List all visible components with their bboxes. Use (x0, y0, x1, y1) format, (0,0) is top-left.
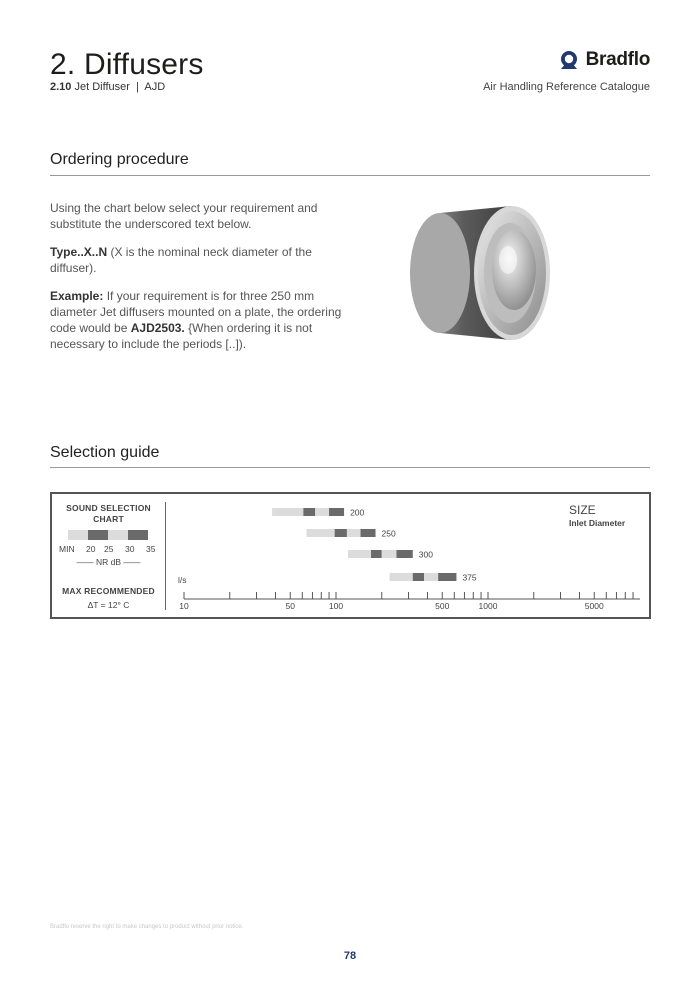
type-text: (X is the nominal neck diameter of the diffuser). (50, 245, 312, 275)
ordering-type (50, 244, 350, 276)
bar-200-seg-1 (272, 508, 303, 516)
swatch-35 (128, 530, 148, 540)
example-code: AJD2503. (130, 321, 185, 335)
bar-375-seg-3 (424, 573, 438, 581)
section-name: Jet Diffuser (74, 81, 130, 93)
x-tick-label-5000: 5000 (584, 601, 604, 611)
bradflo-logo-icon (558, 49, 580, 71)
page-number: 78 (343, 950, 357, 962)
selection-chart-plot (166, 494, 649, 617)
legend-title-line1: SOUND SELECTION (66, 503, 151, 513)
footer-disclaimer: Bradflo reserve the right to make changes to product without prior notice. (50, 924, 244, 930)
selection-heading: Selection guide (50, 444, 160, 461)
brand-logo (558, 49, 650, 71)
jet-diffuser-image (400, 198, 565, 348)
bar-200-seg-3 (315, 508, 329, 516)
selection-rule (50, 467, 650, 468)
product-code: AJD (144, 81, 166, 93)
example-text-2: {When ordering it is not necessary to include the periods [..]). (50, 321, 313, 351)
bar-label-250: 250 (381, 528, 396, 539)
brand-name: Bradflo (585, 49, 650, 70)
legend-25: 25 (104, 544, 114, 554)
bar-250-seg-3 (347, 529, 361, 537)
bar-300-seg-3 (382, 550, 397, 558)
legend-title-line2: CHART (93, 514, 124, 524)
bar-300-seg-2 (371, 550, 382, 558)
swatch-30 (108, 530, 128, 540)
size-subtitle: Inlet Diameter (569, 518, 626, 528)
page-title: 2. Diffusers (50, 48, 204, 81)
bar-250-seg-2 (335, 529, 347, 537)
x-tick-label-500: 500 (435, 601, 450, 611)
bar-label-200: 200 (350, 507, 365, 518)
x-tick-label-100: 100 (328, 601, 344, 611)
legend-30: 30 (125, 544, 135, 554)
bar-200-seg-4 (329, 508, 344, 516)
legend-max: MAX RECOMMENDED (62, 586, 155, 596)
bar-200-seg-2 (303, 508, 315, 516)
legend-unit: —— NR dB —— (76, 557, 141, 567)
example-text-1: If your requirement is for three 250 mm diameter Jet diffusers mounted on a plate, the ordering code would be (50, 289, 342, 335)
x-axis-unit: l/s (178, 575, 187, 585)
legend-swatches (68, 530, 148, 540)
sound-legend (52, 494, 165, 617)
catalogue-title: Air Handling Reference Catalogue (483, 81, 650, 93)
section-subtitle (50, 81, 165, 93)
x-tick-label-10: 10 (179, 601, 189, 611)
x-tick-label-50: 50 (285, 601, 295, 611)
bar-375-seg-4 (438, 573, 456, 581)
type-label: Type..X..N (50, 245, 108, 259)
legend-delta-t: ΔT = 12° C (87, 600, 130, 610)
swatch-25 (88, 530, 108, 540)
selection-chart (50, 492, 651, 619)
bar-250-seg-4 (361, 529, 376, 537)
example-label: Example: (50, 289, 104, 303)
x-tick-label-1000: 1000 (478, 601, 498, 611)
ordering-intro: Using the chart below select your requirement and substitute the underscored text below. (50, 201, 318, 231)
legend-35: 35 (146, 544, 156, 554)
ordering-rule (50, 175, 650, 176)
bar-375-seg-2 (413, 573, 424, 581)
bar-375-seg-1 (390, 573, 413, 581)
bar-300-seg-4 (396, 550, 412, 558)
bar-250-seg-1 (307, 529, 335, 537)
legend-min: MIN (59, 544, 75, 554)
ordering-example (50, 288, 345, 352)
size-title: SIZE (569, 503, 596, 517)
swatch-20 (68, 530, 88, 540)
bar-label-375: 375 (462, 572, 477, 583)
separator: | (136, 81, 139, 93)
section-number: 2.10 (50, 81, 72, 93)
bar-300-seg-1 (348, 550, 371, 558)
ordering-heading: Ordering procedure (50, 151, 189, 168)
legend-20: 20 (86, 544, 96, 554)
bar-label-300: 300 (418, 549, 433, 560)
